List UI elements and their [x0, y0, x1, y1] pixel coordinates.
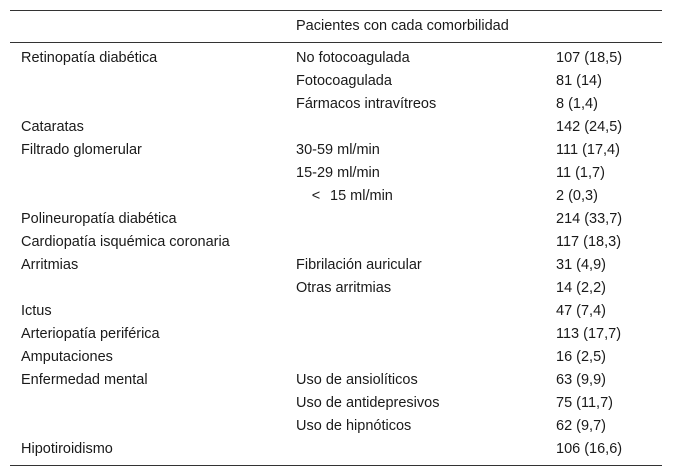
- condition-cell: Ictus: [21, 303, 52, 319]
- value-cell: 11 (1,7): [556, 165, 605, 181]
- table-row: [10, 47, 662, 70]
- value-cell: 214 (33,7): [556, 211, 623, 227]
- table-row: [10, 369, 662, 392]
- less-than-symbol: <: [311, 188, 321, 204]
- table-row: [10, 415, 662, 438]
- table-row: [10, 438, 662, 461]
- condition-cell: Hipotiroidismo: [21, 441, 113, 457]
- header-label: Pacientes con cada comorbilidad: [296, 18, 509, 34]
- table-row: [10, 139, 662, 162]
- table-row: [10, 231, 662, 254]
- table-row: [10, 300, 662, 323]
- table-row: [10, 346, 662, 369]
- value-cell: 8 (1,4): [556, 96, 598, 112]
- value-cell: 117 (18,3): [556, 234, 622, 250]
- table-row: [10, 116, 662, 139]
- table-row: [10, 254, 662, 277]
- table-row: [10, 185, 662, 208]
- value-cell: 16 (2,5): [556, 349, 606, 365]
- subgroup-cell: Uso de hipnóticos: [296, 418, 412, 434]
- comorbidity-table: [10, 10, 662, 466]
- table-row: [10, 277, 662, 300]
- table-header: [10, 11, 662, 42]
- table-body: [10, 43, 662, 465]
- subgroup-cell: [296, 185, 393, 208]
- condition-cell: Cardiopatía isquémica coronaria: [21, 234, 230, 250]
- value-cell: 31 (4,9): [556, 257, 606, 273]
- table-row: [10, 93, 662, 116]
- subgroup-text: 15 ml/min: [330, 188, 393, 204]
- condition-cell: Arritmias: [21, 257, 79, 273]
- value-cell: 111 (17,4): [556, 142, 620, 158]
- subgroup-cell: Fotocoagulada: [296, 73, 392, 89]
- table-row: [10, 162, 662, 185]
- bottom-rule: [10, 465, 662, 466]
- value-cell: 14 (2,2): [556, 280, 606, 296]
- subgroup-cell: Otras arritmias: [296, 280, 392, 296]
- condition-cell: Arteriopatía periférica: [21, 326, 160, 342]
- condition-cell: Cataratas: [21, 119, 84, 135]
- condition-cell: Amputaciones: [21, 349, 113, 365]
- subgroup-cell: Uso de antidepresivos: [296, 395, 440, 411]
- value-cell: 142 (24,5): [556, 119, 623, 135]
- condition-cell: Polineuropatía diabética: [21, 211, 177, 227]
- table-row: [10, 70, 662, 93]
- table-row: [10, 323, 662, 346]
- condition-cell: Retinopatía diabética: [21, 50, 158, 66]
- subgroup-cell: 30-59 ml/min: [296, 142, 380, 158]
- condition-cell: Filtrado glomerular: [21, 142, 142, 158]
- value-cell: 106 (16,6): [556, 441, 623, 457]
- value-cell: 63 (9,9): [556, 372, 606, 388]
- value-cell: 47 (7,4): [556, 303, 606, 319]
- value-cell: 75 (11,7): [556, 395, 613, 411]
- subgroup-cell: Uso de ansiolíticos: [296, 372, 418, 388]
- subgroup-cell: Fibrilación auricular: [296, 257, 422, 273]
- subgroup-cell: Fármacos intravítreos: [296, 96, 437, 112]
- value-cell: 2 (0,3): [556, 188, 598, 204]
- table-row: [10, 392, 662, 415]
- subgroup-cell: 15-29 ml/min: [296, 165, 380, 181]
- subgroup-cell: No fotocoagulada: [296, 50, 410, 66]
- value-cell: 62 (9,7): [556, 418, 606, 434]
- value-cell: 113 (17,7): [556, 326, 622, 342]
- condition-cell: Enfermedad mental: [21, 372, 148, 388]
- value-cell: 107 (18,5): [556, 50, 623, 66]
- value-cell: 81 (14): [556, 73, 602, 89]
- table-row: [10, 208, 662, 231]
